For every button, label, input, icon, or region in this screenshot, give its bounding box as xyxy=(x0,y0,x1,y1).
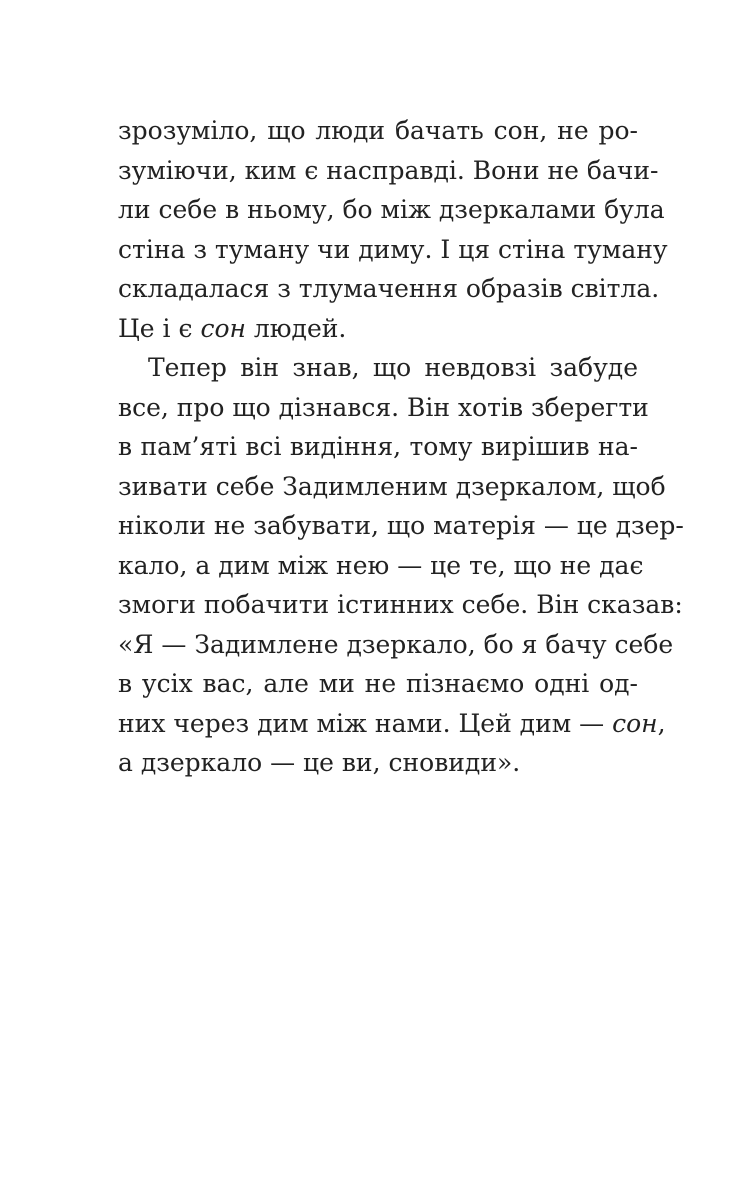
text-line: змоги побачити істинних себе. Він сказав: xyxy=(118,590,683,619)
text-run: них через дим між нами. Цей дим — xyxy=(118,708,613,738)
text-line: в усіх вас, але ми не пізнаємо одні од- xyxy=(118,669,638,698)
text-line xyxy=(118,704,666,744)
text-run: Це і є xyxy=(118,313,201,343)
text-line: ніколи не забувати, що матерія — це дзер- xyxy=(118,511,684,540)
italic-word: сон xyxy=(612,708,658,738)
text-line xyxy=(118,309,638,349)
text-line: зуміючи, ким є насправді. Вони не бачи- xyxy=(118,155,659,185)
text-run: людей. xyxy=(245,313,347,343)
italic-word: сон xyxy=(200,313,246,343)
text-line: ли себе в ньому, бо між дзеркалами була xyxy=(118,195,665,224)
text-line: кало, а дим між нею — це те, що не дає xyxy=(118,550,644,580)
text-line: «Я — Задимлене дзеркало, бо я бачу себе xyxy=(118,629,674,659)
text-line: все, про що дізнався. Він хотів зберегти xyxy=(118,392,649,422)
paragraph-1 xyxy=(118,111,668,348)
text-line: стіна з туману чи диму. І ця стіна туману xyxy=(118,234,668,264)
text-run: , xyxy=(657,708,666,738)
text-line: Тепер він знав, що невдовзі забуде xyxy=(148,353,638,382)
text-line: зивати себе Задимленим дзеркалом, щоб xyxy=(118,471,666,501)
paragraph-2 xyxy=(118,348,684,783)
text-line: складалася з тлумачення образів світла. xyxy=(118,274,660,303)
text-line: а дзеркало — це ви, сновиди». xyxy=(118,748,521,777)
book-page xyxy=(118,111,684,783)
text-line: в пам’яті всі видіння, тому вирішив на- xyxy=(118,432,638,461)
text-line: зрозуміло, що люди бачать сон, не ро- xyxy=(118,116,638,145)
